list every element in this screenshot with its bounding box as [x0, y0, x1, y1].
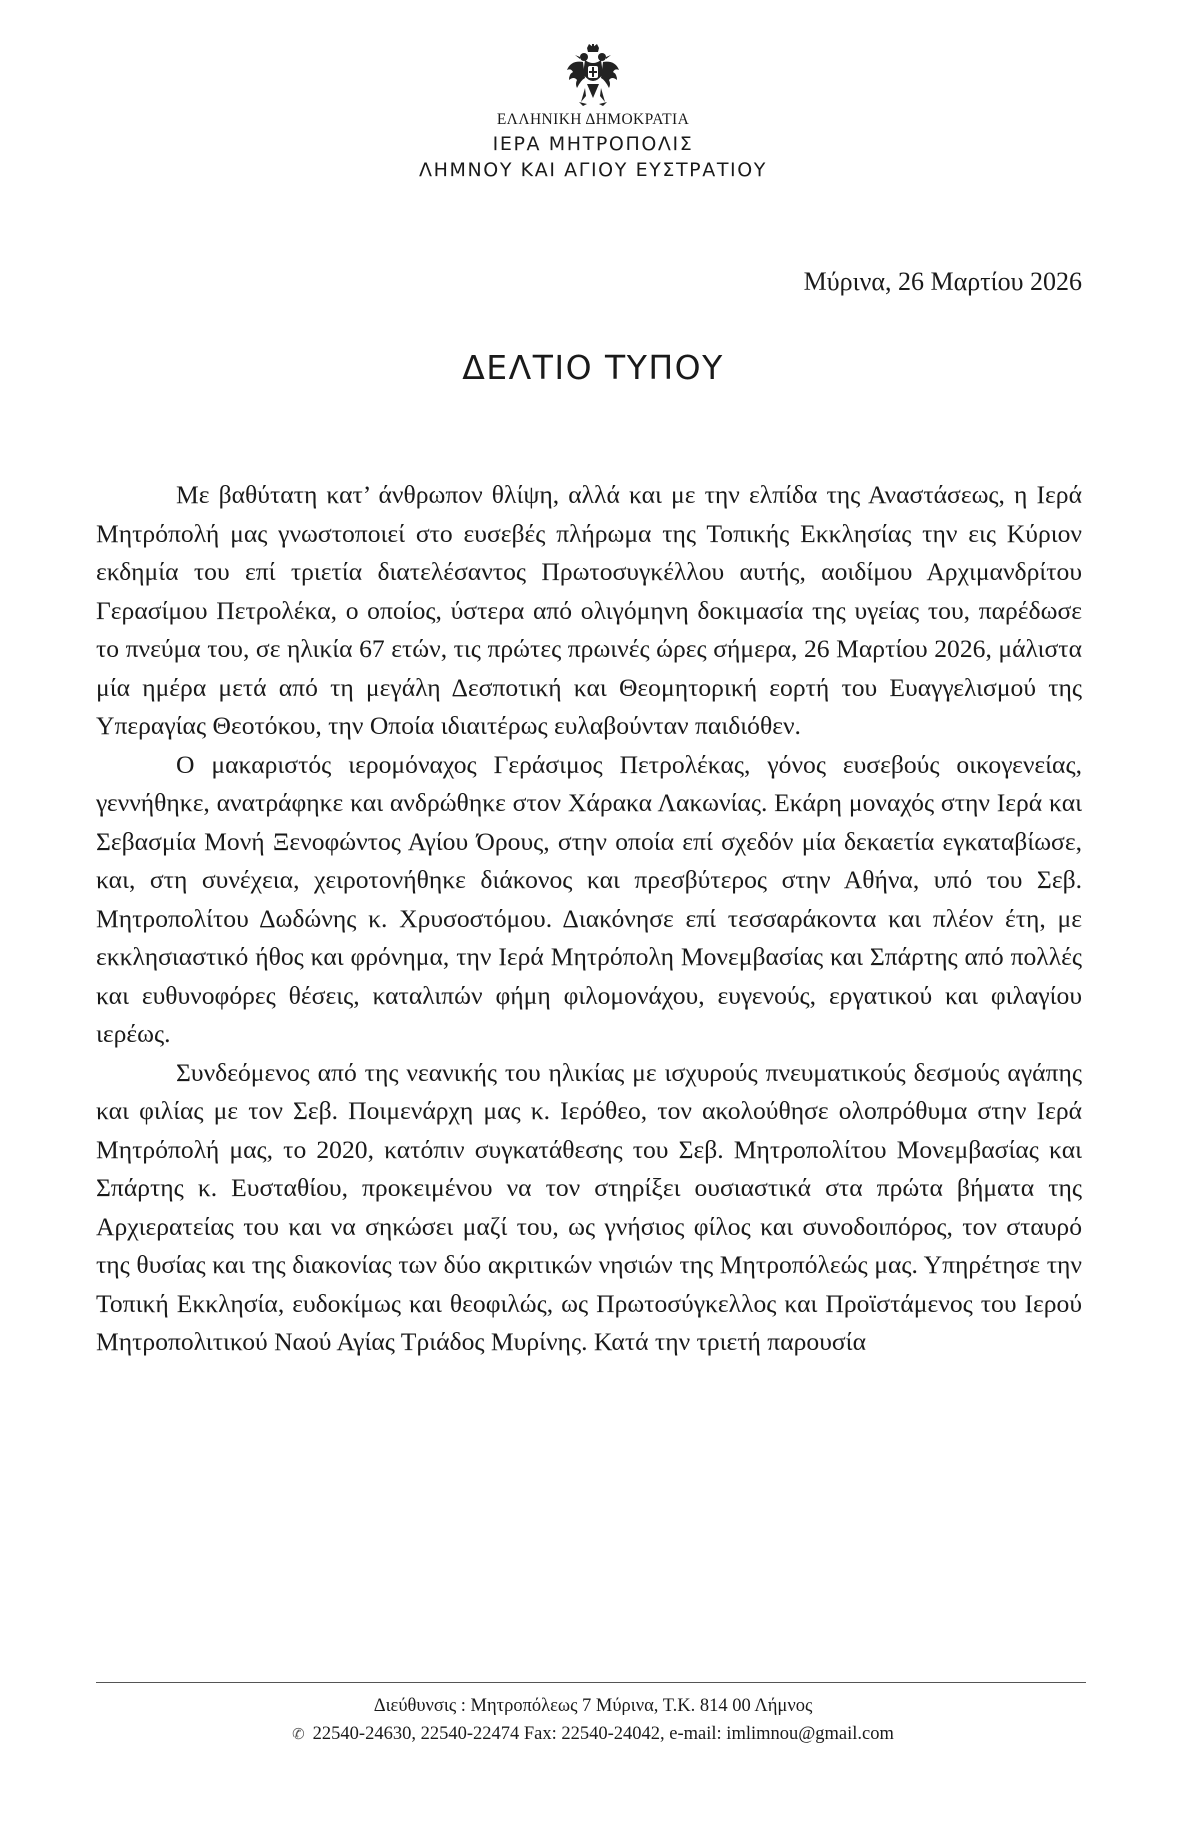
letterhead-region: ΛΗΜΝΟΥ ΚΑΙ ΑΓΙΟΥ ΕΥΣΤΡΑΤΙΟΥ [418, 159, 768, 181]
document-title: ΔΕΛΤΙΟ ΤΥΠΟΥ [462, 348, 724, 387]
double-headed-eagle-emblem [565, 44, 621, 108]
body-paragraph-3: Συνδεόμενος από της νεανικής του ηλικίας με ισχυρούς πνευματικούς δεσμούς αγάπης και φιλίας με τον Σεβ. Ποιμενάρχη μας κ. Ιερόθεο, τον ακολούθησε ολοπρόθυμα στην Ιερά Μητρόπολή μας, το 2020, κατόπιν συγκατάθεσης του Σεβ. Μητροπολίτου Μονεμβασίας και Σπάρτης κ. Ευσταθίου, προκειμένου να τον στηρίξει ουσιαστικά στα πρώτα βήματα της Αρχιερατείας του και να σηκώσει μαζί του, ως γνήσιος φίλος και συνοδοιπόρος, τον σταυρό της θυσίας και της διακονίας των δύο ακριτικών νησιών της Μητροπόλεώς μας. Υπηρέτησε την Τοπική Εκκλησία, ευδοκίμως και θεοφιλώς, ως Πρωτοσύγκελλος και Προϊστάμενος του Ιερού Μητροπολιτικού Ναού Αγίας Τριάδος Μυρίνης. Κατά την τριετή παρουσία [96, 1057, 1082, 1356]
body-paragraph-2: Ο μακαριστός ιερομόναχος Γεράσιμος Πετρολέκας, γόνος ευσεβούς οικογενείας, γεννήθηκε, ανατράφηκε και ανδρώθηκε στον Χάρακα Λακωνίας. Εκάρη μοναχός στην Ιερά και Σεβασμία Μονή Ξενοφώντος Αγίου Όρους, στην οποία επί σχεδόν μία δεκαετία εγκαταβίωσε, και, στη συνέχεια, χειροτονήθηκε διάκονος και πρεσβύτερος στην Αθήνα, υπό του Σεβ. Μητροπολίτου Δωδώνης κ. Χρυσοστόμου. Διακόνησε επί τεσσαράκοντα και πλέον έτη, με εκκλησιαστικό ήθος και φρόνημα, την Ιερά Μητρόπολη Μονεμβασίας και Σπάρτης από πολλές και ευθυνοφόρες θέσεις, καταλιπών φήμη φιλομονάχου, ευγενούς, εργατικού και φιλαγίου ιερέως. [96, 749, 1082, 1048]
document-date: Μύρινα, 26 Μαρτίου 2026 [803, 267, 1082, 296]
letterhead [0, 44, 1186, 183]
footer-contacts: 22540-24630, 22540-22474 Fax: 22540-24042, e-mail: imlimnou@gmail.com [312, 1724, 894, 1744]
letterhead-metropolis: ΙΕΡΑ ΜΗΤΡΟΠΟΛΙΣ [492, 133, 694, 155]
footer-address: Διεύθυνσις : Μητροπόλεως 7 Μύρινα, Τ.Κ. 814 00 Λήμνος [373, 1696, 813, 1716]
footer-contacts-line [0, 1720, 1186, 1748]
letterhead-republic: ΕΛΛΗΝΙΚΗ ΔΗΜΟΚΡΑΤΙΑ [496, 111, 690, 128]
telephone-icon: ✆ [292, 1725, 305, 1743]
footer-divider [96, 1682, 1086, 1683]
body-paragraph-1: Με βαθύτατη κατ’ άνθρωπον θλίψη, αλλά και με την ελπίδα της Αναστάσεως, η Ιερά Μητρόπολή μας γνωστοποιεί στο ευσεβές πλήρωμα της Τοπικής Εκκλησίας την εις Κύριον εκδημία του επί τριετία διατελέσαντος Πρωτοσυγκέλλου αυτής, αοιδίμου Αρχιμανδρίτου Γερασίμου Πετρολέκα, ο οποίος, ύστερα από ολιγόμηνη δοκιμασία της υγείας του, παρέδωσε το πνεύμα του, σε ηλικία 67 ετών, τις πρώτες πρωινές ώρες σήμερα, 26 Μαρτίου 2026, μάλιστα μία ημέρα μετά από τη μεγάλη Δεσποτική και Θεομητορική εορτή του Ευαγγελισμού της Υπεραγίας Θεοτόκου, την Οποία ιδιαιτέρως ευλαβούνταν παιδιόθεν. [96, 480, 1082, 740]
footer [0, 1692, 1186, 1748]
document-body [96, 476, 1082, 1362]
